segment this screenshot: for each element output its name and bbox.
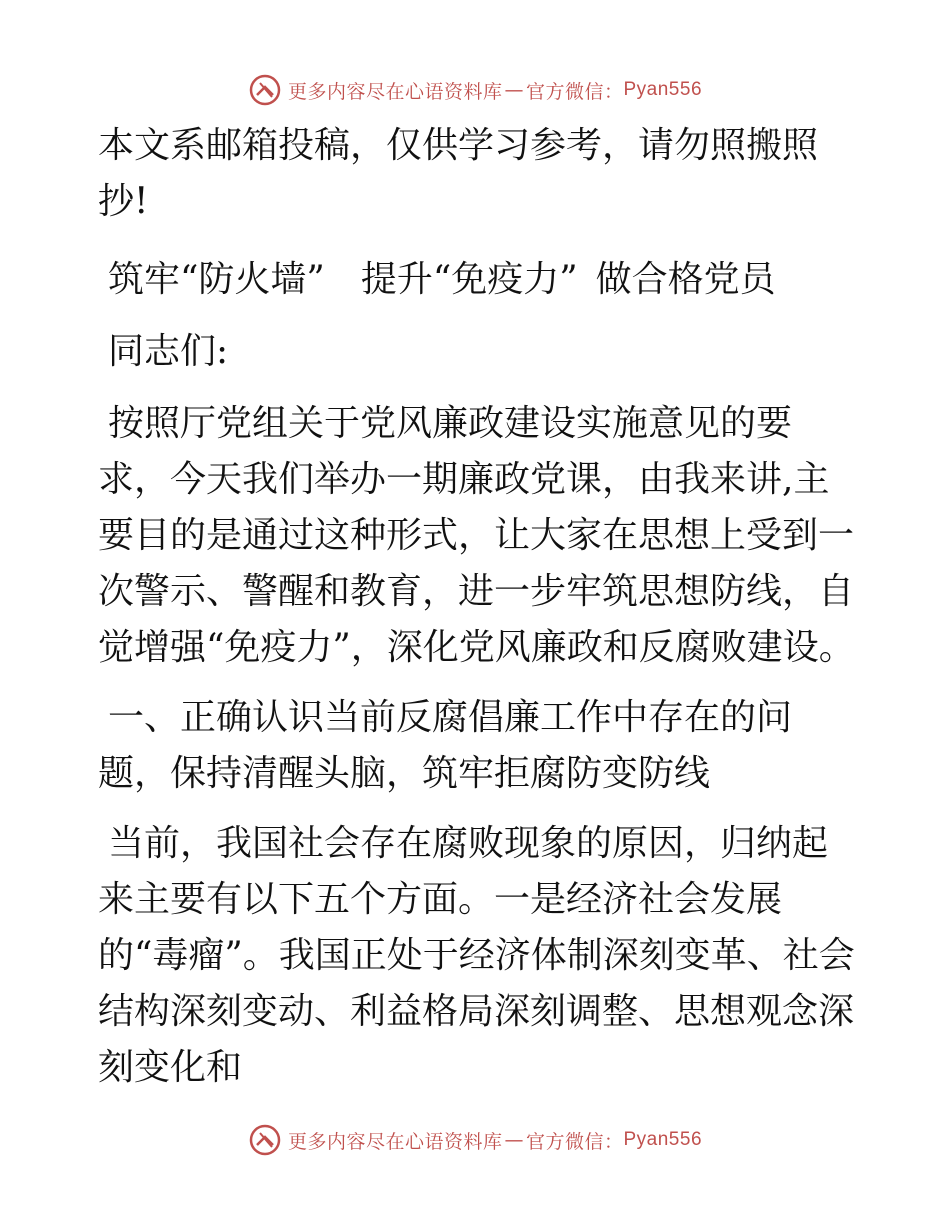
banner-separator: — — [504, 79, 524, 101]
banner-text: 更多内容尽在心语资料库 — [287, 80, 503, 103]
footer-watermark — [0, 1120, 950, 1160]
title-part-1: 筑牢“防火墙” — [108, 259, 325, 300]
paragraph-2: 当前，我国社会存在腐败现象的原因，归纳起来主要有以下五个方面。一是经济社会发展的“毒瘤”。我国正处于经济体制深刻变革、社会结构深刻变动、利益格局深刻调整、思想观念深刻变化和 — [98, 823, 855, 1088]
banner-wechat-label: 官方微信： — [525, 80, 624, 103]
title-part-2: 提升“免疫力” — [360, 259, 578, 300]
book-quill-logo-icon — [248, 1123, 282, 1157]
title-part-3: 做合格党员 — [595, 259, 776, 300]
banner-wechat-label: 官方微信： — [525, 1130, 624, 1153]
section-heading-1: 一、正确认识当前反腐倡廉工作中存在的问题，保持清醒头脑，筑牢拒腐防变防线 — [98, 697, 793, 794]
greeting: 同志们: — [108, 331, 229, 372]
banner-text: 更多内容尽在心语资料库 — [287, 1130, 503, 1153]
banner-wechat-id: Pyan556 — [623, 1129, 703, 1150]
banner-separator: — — [504, 1129, 524, 1151]
paragraph-1: 按照厅党组关于党风廉政建设实施意见的要求，今天我们举办一期廉政党课，由我来讲,主要目的是通过这种形式，让大家在思想上受到一次警示、警醒和教育，进一步牢筑思想防线，自觉增强“免疫力”，深化党风廉政和反腐败建设。 — [98, 403, 855, 668]
notice-text: 本文系邮箱投稿，仅供学习参考，请勿照搬照抄! — [98, 125, 819, 222]
header-watermark — [0, 70, 950, 110]
document-title — [98, 252, 858, 308]
document-body — [98, 118, 858, 1096]
book-quill-logo-icon — [248, 73, 282, 107]
banner-wechat-id: Pyan556 — [623, 79, 703, 100]
